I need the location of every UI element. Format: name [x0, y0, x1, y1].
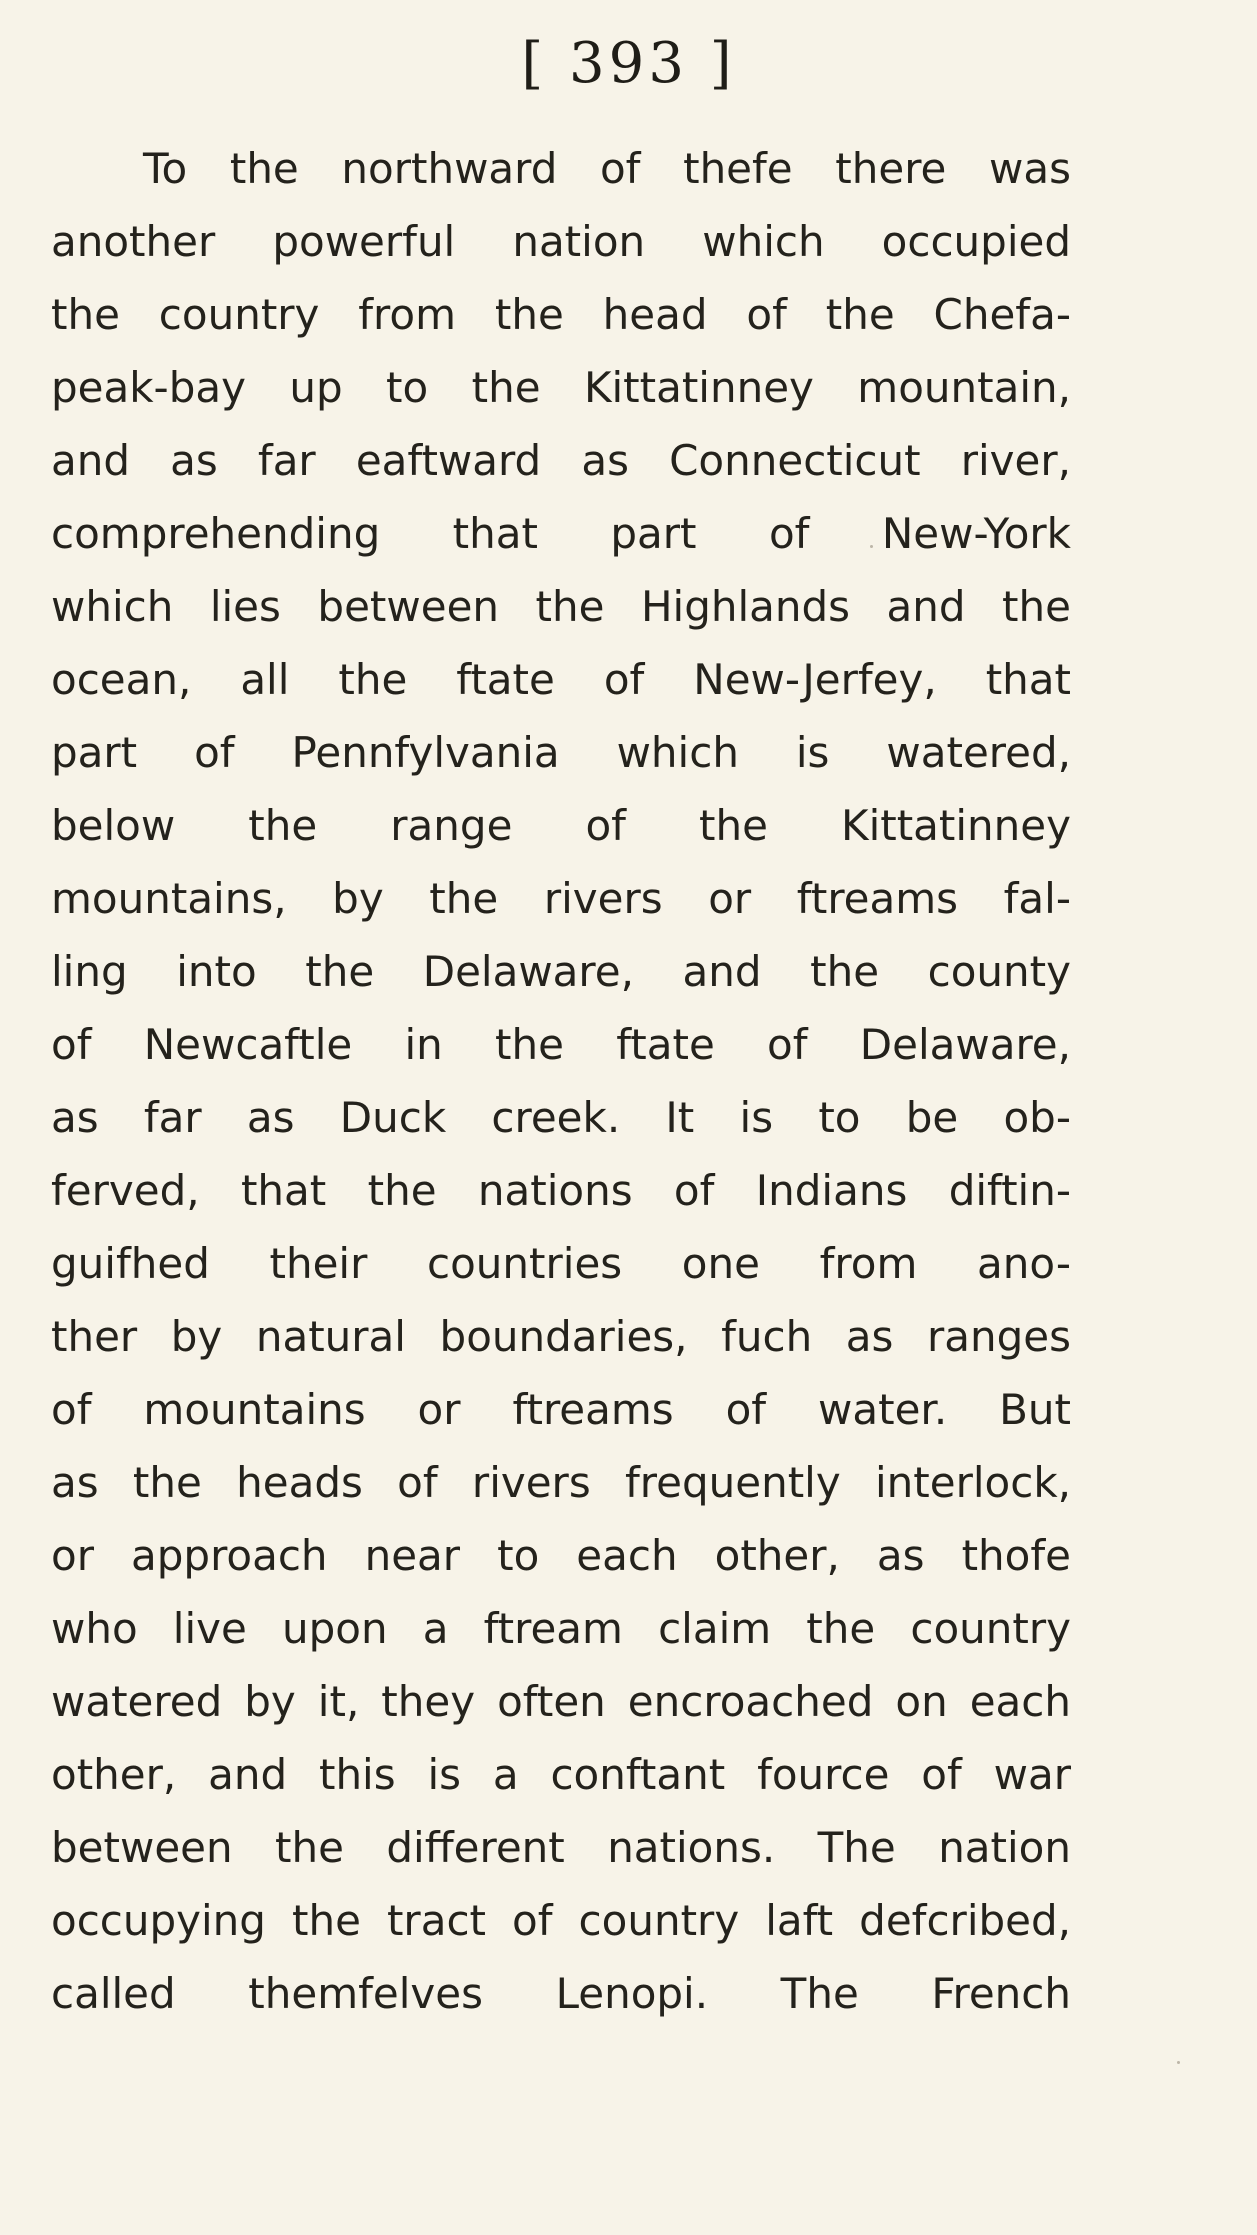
- text-line: To the northward of thefe there was: [143, 144, 1071, 193]
- text-line: watered by it, they often encroached on each: [51, 1677, 1071, 1726]
- text-line: another powerful nation which occupied: [51, 217, 1071, 266]
- text-line: of Newcaftle in the ftate of Delaware,: [51, 1020, 1071, 1069]
- text-line: between the different nations. The nation: [51, 1823, 1071, 1872]
- text-line: and as far eaftward as Connecticut river,: [51, 436, 1071, 485]
- text-line: which lies between the Highlands and the: [51, 582, 1071, 631]
- text-line: guifhed their countries one from ano-: [51, 1239, 1071, 1288]
- text-line: called themfelves Lenopi. The French: [51, 1969, 1071, 2018]
- paper-speck: [870, 545, 873, 548]
- paper-speck: [1177, 2061, 1180, 2064]
- text-line: as the heads of rivers frequently interlock,: [51, 1458, 1071, 1507]
- text-line: the country from the head of the Chefa-: [51, 290, 1071, 339]
- text-line: ferved, that the nations of Indians diftin-: [51, 1166, 1071, 1215]
- text-line: occupying the tract of country laft defcribed,: [51, 1896, 1071, 1945]
- page-number-header: [ 393 ]: [521, 31, 736, 96]
- text-line: part of Pennfylvania which is watered,: [51, 728, 1071, 777]
- text-line: ocean, all the ftate of New-Jerfey, that: [51, 655, 1071, 704]
- text-line: other, and this is a conftant fource of war: [51, 1750, 1071, 1799]
- body-text: [51, 132, 1071, 2030]
- text-line: or approach near to each other, as thofe: [51, 1531, 1071, 1580]
- text-line: who live upon a ftream claim the country: [51, 1604, 1071, 1653]
- text-line: comprehending that part of New-York: [51, 509, 1071, 558]
- text-line: ling into the Delaware, and the county: [51, 947, 1071, 996]
- text-line: mountains, by the rivers or ftreams fal-: [51, 874, 1071, 923]
- text-line: as far as Duck creek. It is to be ob-: [51, 1093, 1071, 1142]
- text-line: of mountains or ftreams of water. But: [51, 1385, 1071, 1434]
- text-line: ther by natural boundaries, fuch as ranges: [51, 1312, 1071, 1361]
- text-line: peak-bay up to the Kittatinney mountain,: [51, 363, 1071, 412]
- text-line: below the range of the Kittatinney: [51, 801, 1071, 850]
